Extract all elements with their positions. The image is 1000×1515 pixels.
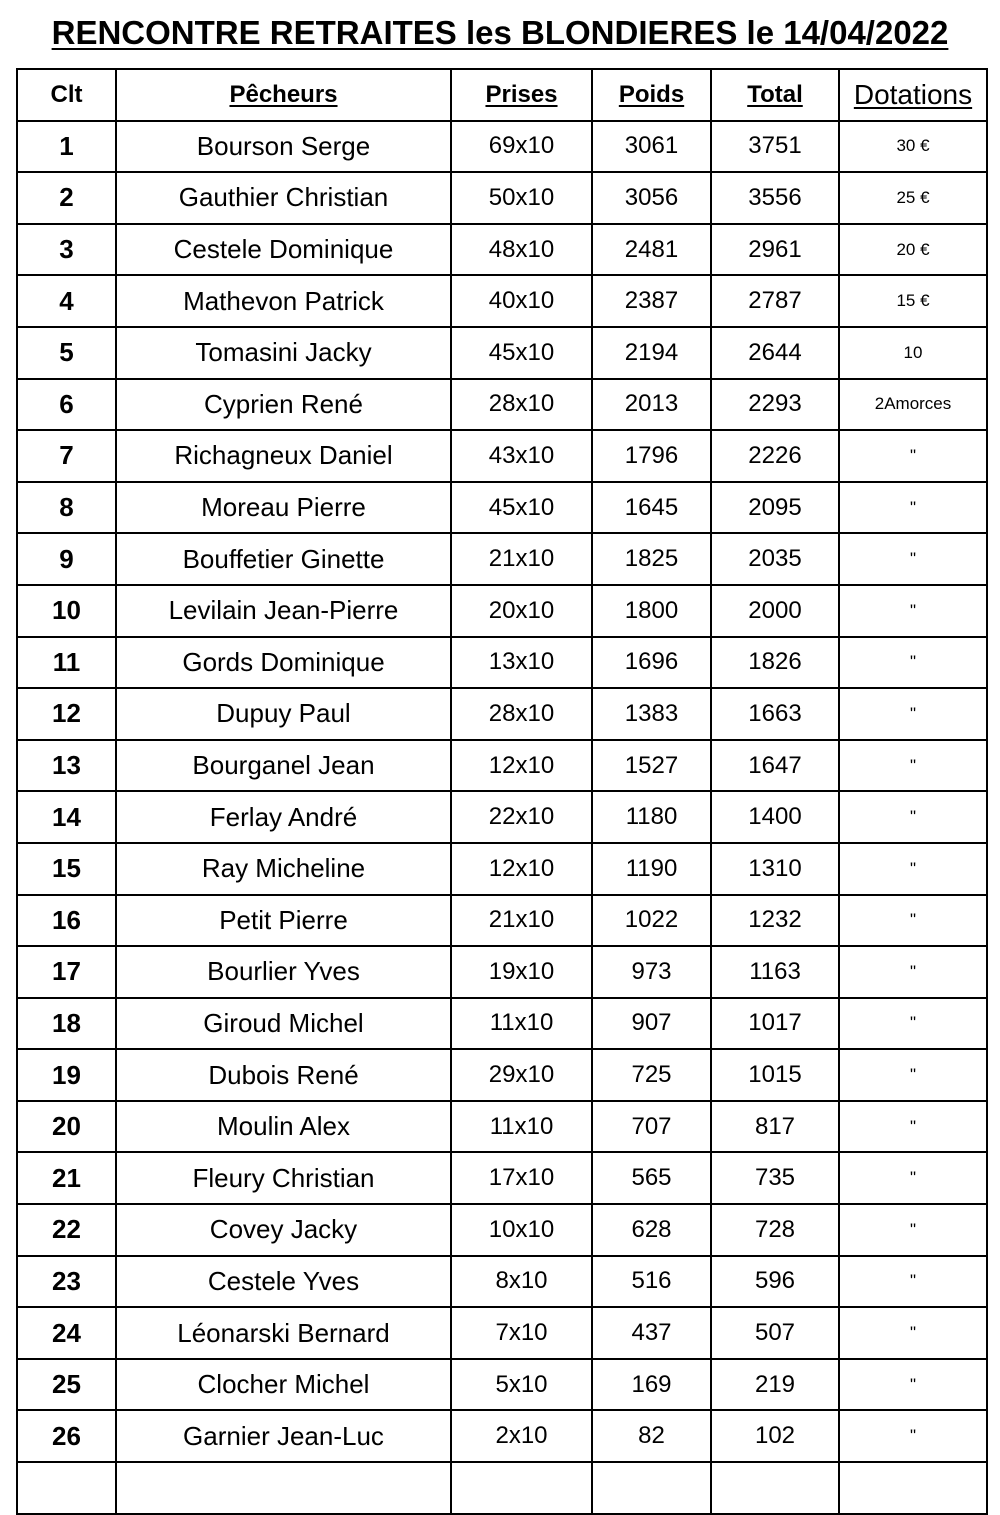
catches-cell: 7x10 bbox=[451, 1307, 592, 1359]
empty-cell bbox=[711, 1462, 839, 1514]
rank-cell: 18 bbox=[17, 998, 116, 1050]
prize-cell: " bbox=[839, 895, 987, 947]
total-cell: 2000 bbox=[711, 585, 839, 637]
catches-cell: 69x10 bbox=[451, 121, 592, 173]
table-row bbox=[17, 688, 987, 740]
header-total bbox=[711, 69, 839, 121]
empty-cell bbox=[17, 1462, 116, 1514]
rank-cell: 22 bbox=[17, 1204, 116, 1256]
rank-cell: 1 bbox=[17, 121, 116, 173]
angler-name-cell: Gauthier Christian bbox=[116, 172, 451, 224]
table-row bbox=[17, 430, 987, 482]
weight-cell: 3056 bbox=[592, 172, 711, 224]
weight-cell: 628 bbox=[592, 1204, 711, 1256]
total-cell: 1163 bbox=[711, 946, 839, 998]
weight-cell: 1825 bbox=[592, 533, 711, 585]
angler-name-cell: Garnier Jean-Luc bbox=[116, 1410, 451, 1462]
weight-cell: 3061 bbox=[592, 121, 711, 173]
table-row bbox=[17, 533, 987, 585]
total-cell: 2293 bbox=[711, 379, 839, 431]
prize-cell: " bbox=[839, 1410, 987, 1462]
catches-cell: 19x10 bbox=[451, 946, 592, 998]
table-row bbox=[17, 1359, 987, 1411]
results-table bbox=[16, 68, 988, 1515]
catches-cell: 10x10 bbox=[451, 1204, 592, 1256]
table-row bbox=[17, 121, 987, 173]
angler-name-cell: Cestele Dominique bbox=[116, 224, 451, 276]
empty-cell bbox=[592, 1462, 711, 1514]
prize-cell: 10 bbox=[839, 327, 987, 379]
rank-cell: 24 bbox=[17, 1307, 116, 1359]
catches-cell: 2x10 bbox=[451, 1410, 592, 1462]
table-row bbox=[17, 791, 987, 843]
total-cell: 2095 bbox=[711, 482, 839, 534]
weight-cell: 1190 bbox=[592, 843, 711, 895]
rank-cell: 7 bbox=[17, 430, 116, 482]
header-pecheurs bbox=[116, 69, 451, 121]
catches-cell: 11x10 bbox=[451, 1101, 592, 1153]
total-cell: 2787 bbox=[711, 275, 839, 327]
prize-cell: " bbox=[839, 1152, 987, 1204]
header-clt-label: Clt bbox=[50, 80, 83, 108]
catches-cell: 43x10 bbox=[451, 430, 592, 482]
weight-cell: 2194 bbox=[592, 327, 711, 379]
weight-cell: 2387 bbox=[592, 275, 711, 327]
prize-cell: " bbox=[839, 637, 987, 689]
rank-cell: 9 bbox=[17, 533, 116, 585]
page-title bbox=[0, 8, 1000, 58]
header-poids bbox=[592, 69, 711, 121]
table-row bbox=[17, 946, 987, 998]
header-dotations bbox=[839, 69, 987, 121]
prize-cell: " bbox=[839, 688, 987, 740]
prize-cell: " bbox=[839, 1204, 987, 1256]
weight-cell: 2013 bbox=[592, 379, 711, 431]
prize-cell: " bbox=[839, 998, 987, 1050]
empty-cell bbox=[116, 1462, 451, 1514]
prize-cell: " bbox=[839, 1307, 987, 1359]
angler-name-cell: Clocher Michel bbox=[116, 1359, 451, 1411]
total-cell: 3751 bbox=[711, 121, 839, 173]
empty-row bbox=[17, 1462, 987, 1514]
prize-cell: " bbox=[839, 791, 987, 843]
total-cell: 735 bbox=[711, 1152, 839, 1204]
rank-cell: 13 bbox=[17, 740, 116, 792]
prize-cell: " bbox=[839, 843, 987, 895]
prize-cell: " bbox=[839, 1049, 987, 1101]
table-row bbox=[17, 224, 987, 276]
angler-name-cell: Bouffetier Ginette bbox=[116, 533, 451, 585]
weight-cell: 82 bbox=[592, 1410, 711, 1462]
angler-name-cell: Bourson Serge bbox=[116, 121, 451, 173]
angler-name-cell: Dubois René bbox=[116, 1049, 451, 1101]
total-cell: 1663 bbox=[711, 688, 839, 740]
angler-name-cell: Ray Micheline bbox=[116, 843, 451, 895]
angler-name-cell: Covey Jacky bbox=[116, 1204, 451, 1256]
catches-cell: 11x10 bbox=[451, 998, 592, 1050]
rank-cell: 15 bbox=[17, 843, 116, 895]
total-cell: 2226 bbox=[711, 430, 839, 482]
results-body bbox=[17, 121, 987, 1514]
angler-name-cell: Léonarski Bernard bbox=[116, 1307, 451, 1359]
table-row bbox=[17, 1152, 987, 1204]
catches-cell: 17x10 bbox=[451, 1152, 592, 1204]
table-row bbox=[17, 1410, 987, 1462]
page-title-text: RENCONTRE RETRAITES les BLONDIERES le 14/04/2022 bbox=[51, 14, 949, 51]
table-row bbox=[17, 172, 987, 224]
catches-cell: 21x10 bbox=[451, 895, 592, 947]
total-cell: 1647 bbox=[711, 740, 839, 792]
prize-cell: " bbox=[839, 1101, 987, 1153]
prize-cell: " bbox=[839, 533, 987, 585]
table-row bbox=[17, 1101, 987, 1153]
table-row bbox=[17, 379, 987, 431]
header-row bbox=[17, 69, 987, 121]
table-row bbox=[17, 998, 987, 1050]
weight-cell: 1383 bbox=[592, 688, 711, 740]
catches-cell: 13x10 bbox=[451, 637, 592, 689]
rank-cell: 19 bbox=[17, 1049, 116, 1101]
weight-cell: 1796 bbox=[592, 430, 711, 482]
angler-name-cell: Cestele Yves bbox=[116, 1256, 451, 1308]
angler-name-cell: Gords Dominique bbox=[116, 637, 451, 689]
angler-name-cell: Bourlier Yves bbox=[116, 946, 451, 998]
total-cell: 2035 bbox=[711, 533, 839, 585]
angler-name-cell: Tomasini Jacky bbox=[116, 327, 451, 379]
rank-cell: 21 bbox=[17, 1152, 116, 1204]
rank-cell: 16 bbox=[17, 895, 116, 947]
angler-name-cell: Dupuy Paul bbox=[116, 688, 451, 740]
table-row bbox=[17, 1204, 987, 1256]
prize-cell: " bbox=[839, 430, 987, 482]
catches-cell: 22x10 bbox=[451, 791, 592, 843]
total-cell: 1310 bbox=[711, 843, 839, 895]
total-cell: 102 bbox=[711, 1410, 839, 1462]
empty-cell bbox=[451, 1462, 592, 1514]
table-row bbox=[17, 1049, 987, 1101]
header-pecheurs-label: Pêcheurs bbox=[229, 80, 338, 108]
catches-cell: 50x10 bbox=[451, 172, 592, 224]
table-row bbox=[17, 1256, 987, 1308]
header-total-label: Total bbox=[747, 80, 803, 108]
catches-cell: 28x10 bbox=[451, 379, 592, 431]
catches-cell: 21x10 bbox=[451, 533, 592, 585]
catches-cell: 40x10 bbox=[451, 275, 592, 327]
header-prises bbox=[451, 69, 592, 121]
weight-cell: 516 bbox=[592, 1256, 711, 1308]
catches-cell: 45x10 bbox=[451, 482, 592, 534]
weight-cell: 725 bbox=[592, 1049, 711, 1101]
catches-cell: 8x10 bbox=[451, 1256, 592, 1308]
total-cell: 1826 bbox=[711, 637, 839, 689]
rank-cell: 17 bbox=[17, 946, 116, 998]
rank-cell: 26 bbox=[17, 1410, 116, 1462]
weight-cell: 437 bbox=[592, 1307, 711, 1359]
catches-cell: 5x10 bbox=[451, 1359, 592, 1411]
weight-cell: 1800 bbox=[592, 585, 711, 637]
total-cell: 1232 bbox=[711, 895, 839, 947]
rank-cell: 5 bbox=[17, 327, 116, 379]
weight-cell: 973 bbox=[592, 946, 711, 998]
header-poids-label: Poids bbox=[618, 80, 685, 108]
total-cell: 3556 bbox=[711, 172, 839, 224]
prize-cell: " bbox=[839, 740, 987, 792]
rank-cell: 11 bbox=[17, 637, 116, 689]
rank-cell: 3 bbox=[17, 224, 116, 276]
total-cell: 728 bbox=[711, 1204, 839, 1256]
rank-cell: 14 bbox=[17, 791, 116, 843]
header-prises-label: Prises bbox=[485, 80, 558, 108]
weight-cell: 169 bbox=[592, 1359, 711, 1411]
table-row bbox=[17, 482, 987, 534]
weight-cell: 707 bbox=[592, 1101, 711, 1153]
rank-cell: 25 bbox=[17, 1359, 116, 1411]
prize-cell: 15 € bbox=[839, 275, 987, 327]
prize-cell: 30 € bbox=[839, 121, 987, 173]
catches-cell: 12x10 bbox=[451, 740, 592, 792]
header-clt bbox=[17, 69, 116, 121]
weight-cell: 1527 bbox=[592, 740, 711, 792]
catches-cell: 28x10 bbox=[451, 688, 592, 740]
weight-cell: 1180 bbox=[592, 791, 711, 843]
table-row bbox=[17, 637, 987, 689]
rank-cell: 8 bbox=[17, 482, 116, 534]
total-cell: 1400 bbox=[711, 791, 839, 843]
catches-cell: 45x10 bbox=[451, 327, 592, 379]
total-cell: 596 bbox=[711, 1256, 839, 1308]
total-cell: 817 bbox=[711, 1101, 839, 1153]
total-cell: 1017 bbox=[711, 998, 839, 1050]
table-row bbox=[17, 1307, 987, 1359]
prize-cell: 20 € bbox=[839, 224, 987, 276]
table-row bbox=[17, 843, 987, 895]
total-cell: 507 bbox=[711, 1307, 839, 1359]
rank-cell: 4 bbox=[17, 275, 116, 327]
rank-cell: 2 bbox=[17, 172, 116, 224]
total-cell: 2961 bbox=[711, 224, 839, 276]
catches-cell: 29x10 bbox=[451, 1049, 592, 1101]
angler-name-cell: Giroud Michel bbox=[116, 998, 451, 1050]
prize-cell: 25 € bbox=[839, 172, 987, 224]
prize-cell: " bbox=[839, 1359, 987, 1411]
angler-name-cell: Mathevon Patrick bbox=[116, 275, 451, 327]
prize-cell: " bbox=[839, 482, 987, 534]
angler-name-cell: Ferlay André bbox=[116, 791, 451, 843]
table-row bbox=[17, 275, 987, 327]
rank-cell: 6 bbox=[17, 379, 116, 431]
weight-cell: 1645 bbox=[592, 482, 711, 534]
angler-name-cell: Fleury Christian bbox=[116, 1152, 451, 1204]
rank-cell: 10 bbox=[17, 585, 116, 637]
prize-cell: 2Amorces bbox=[839, 379, 987, 431]
angler-name-cell: Levilain Jean-Pierre bbox=[116, 585, 451, 637]
rank-cell: 20 bbox=[17, 1101, 116, 1153]
total-cell: 219 bbox=[711, 1359, 839, 1411]
weight-cell: 1022 bbox=[592, 895, 711, 947]
rank-cell: 12 bbox=[17, 688, 116, 740]
total-cell: 2644 bbox=[711, 327, 839, 379]
prize-cell: " bbox=[839, 1256, 987, 1308]
prize-cell: " bbox=[839, 585, 987, 637]
total-cell: 1015 bbox=[711, 1049, 839, 1101]
rank-cell: 23 bbox=[17, 1256, 116, 1308]
catches-cell: 20x10 bbox=[451, 585, 592, 637]
header-dotations-label: Dotations bbox=[853, 78, 973, 110]
weight-cell: 1696 bbox=[592, 637, 711, 689]
angler-name-cell: Richagneux Daniel bbox=[116, 430, 451, 482]
angler-name-cell: Moreau Pierre bbox=[116, 482, 451, 534]
catches-cell: 48x10 bbox=[451, 224, 592, 276]
empty-cell bbox=[839, 1462, 987, 1514]
table-row bbox=[17, 327, 987, 379]
weight-cell: 907 bbox=[592, 998, 711, 1050]
weight-cell: 565 bbox=[592, 1152, 711, 1204]
table-row bbox=[17, 895, 987, 947]
prize-cell: " bbox=[839, 946, 987, 998]
catches-cell: 12x10 bbox=[451, 843, 592, 895]
table-row bbox=[17, 585, 987, 637]
angler-name-cell: Moulin Alex bbox=[116, 1101, 451, 1153]
weight-cell: 2481 bbox=[592, 224, 711, 276]
table-row bbox=[17, 740, 987, 792]
angler-name-cell: Cyprien René bbox=[116, 379, 451, 431]
angler-name-cell: Bourganel Jean bbox=[116, 740, 451, 792]
angler-name-cell: Petit Pierre bbox=[116, 895, 451, 947]
